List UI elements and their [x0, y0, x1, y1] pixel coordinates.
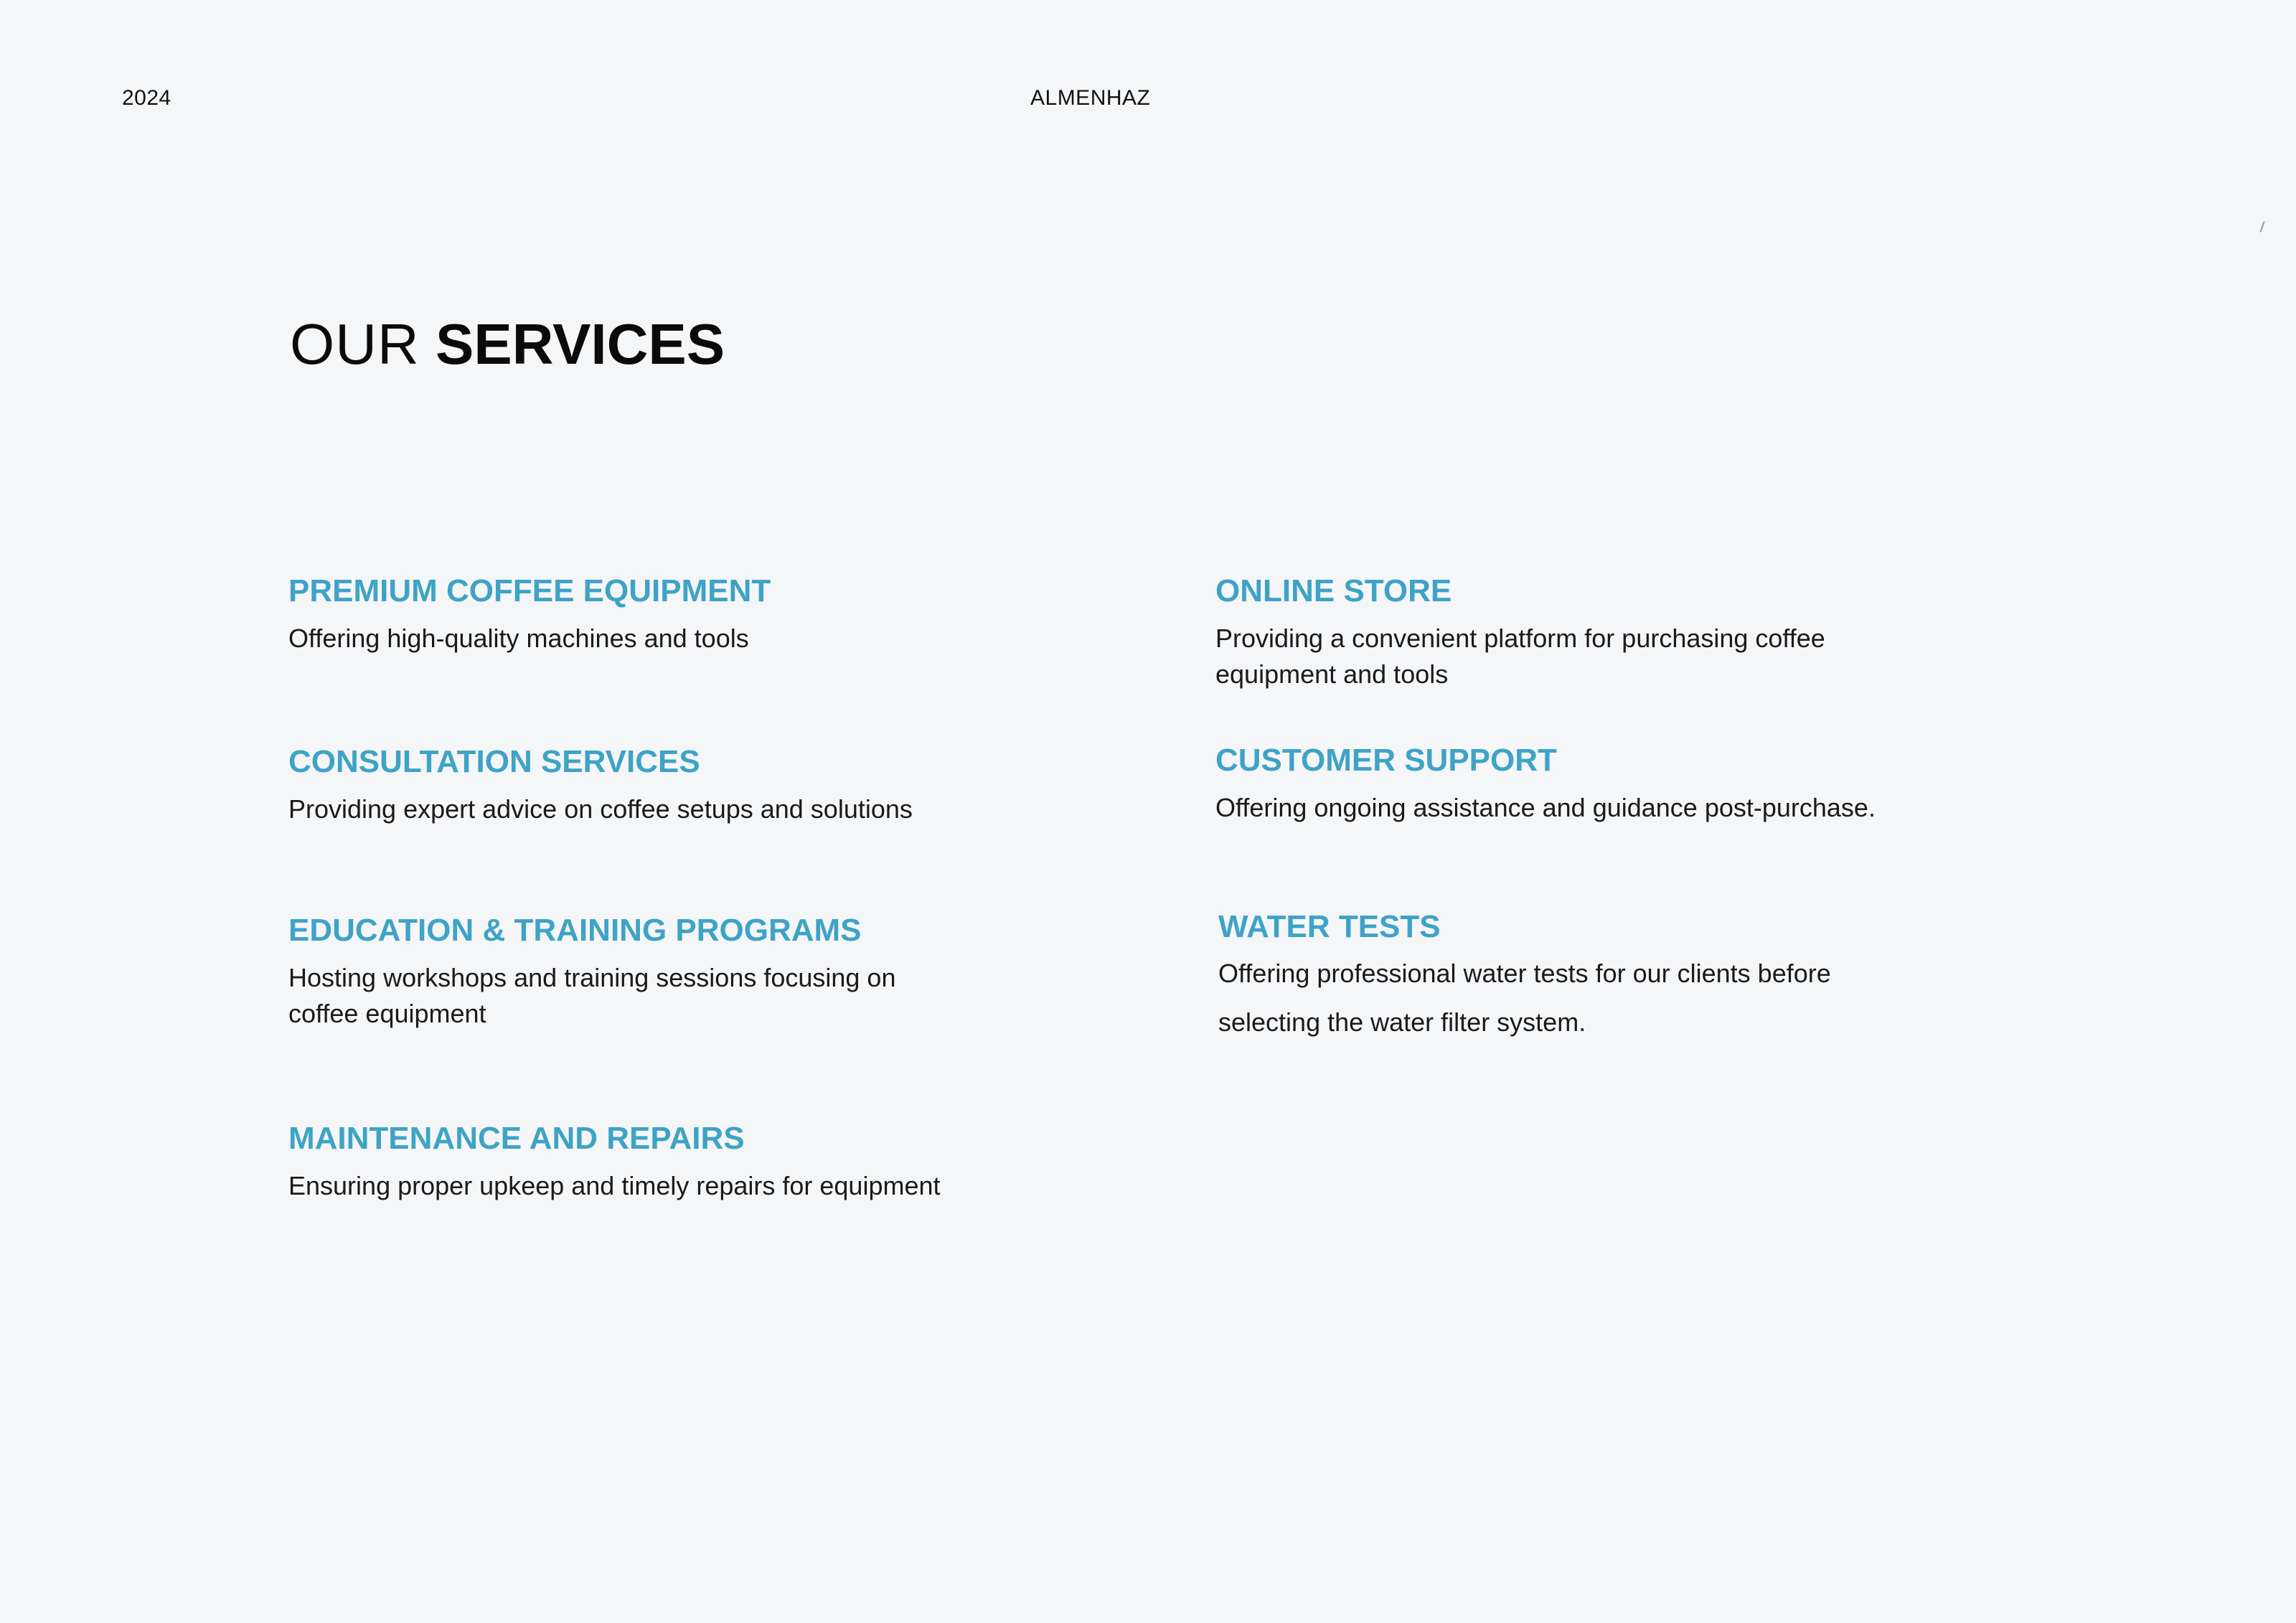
service-online-store [1215, 572, 1904, 692]
service-title: ONLINE STORE [1215, 573, 1452, 608]
service-title: WATER TESTS [1218, 909, 1441, 944]
service-description: Providing a convenient platform for purchasing coffee equipment and tools [1215, 624, 1825, 689]
service-title: CUSTOMER SUPPORT [1215, 743, 1557, 778]
service-description: Providing expert advice on coffee setups and solutions [288, 794, 913, 824]
service-premium-coffee-equipment [288, 572, 1149, 657]
service-description: Offering high-quality machines and tools [288, 624, 749, 653]
service-description: Hosting workshops and training sessions focusing on coffee equipment [288, 963, 896, 1028]
page-title-bold: SERVICES [436, 312, 725, 376]
header-year: 2024 [122, 86, 171, 110]
service-customer-support [1215, 741, 2148, 826]
service-education-training-programs [288, 911, 905, 1032]
page-title-light: OUR [290, 312, 420, 376]
service-maintenance-and-repairs [288, 1119, 1293, 1204]
service-consultation-services [288, 743, 1293, 827]
service-title: MAINTENANCE AND REPAIRS [288, 1121, 745, 1156]
service-water-tests [1218, 908, 1936, 1047]
service-description: Offering ongoing assistance and guidance post-purchase. [1215, 793, 1876, 822]
service-title: EDUCATION & TRAINING PROGRAMS [288, 913, 862, 948]
service-title: PREMIUM COFFEE EQUIPMENT [288, 573, 771, 608]
header-brand: ALMENHAZ [1030, 86, 1151, 110]
service-description: Ensuring proper upkeep and timely repairs for equipment [288, 1171, 941, 1200]
corner-mark-decoration [2259, 221, 2264, 232]
service-title: CONSULTATION SERVICES [288, 744, 700, 779]
page-title [290, 310, 725, 379]
service-description: Offering professional water tests for our clients before selecting the water filter system. [1218, 959, 1831, 1037]
